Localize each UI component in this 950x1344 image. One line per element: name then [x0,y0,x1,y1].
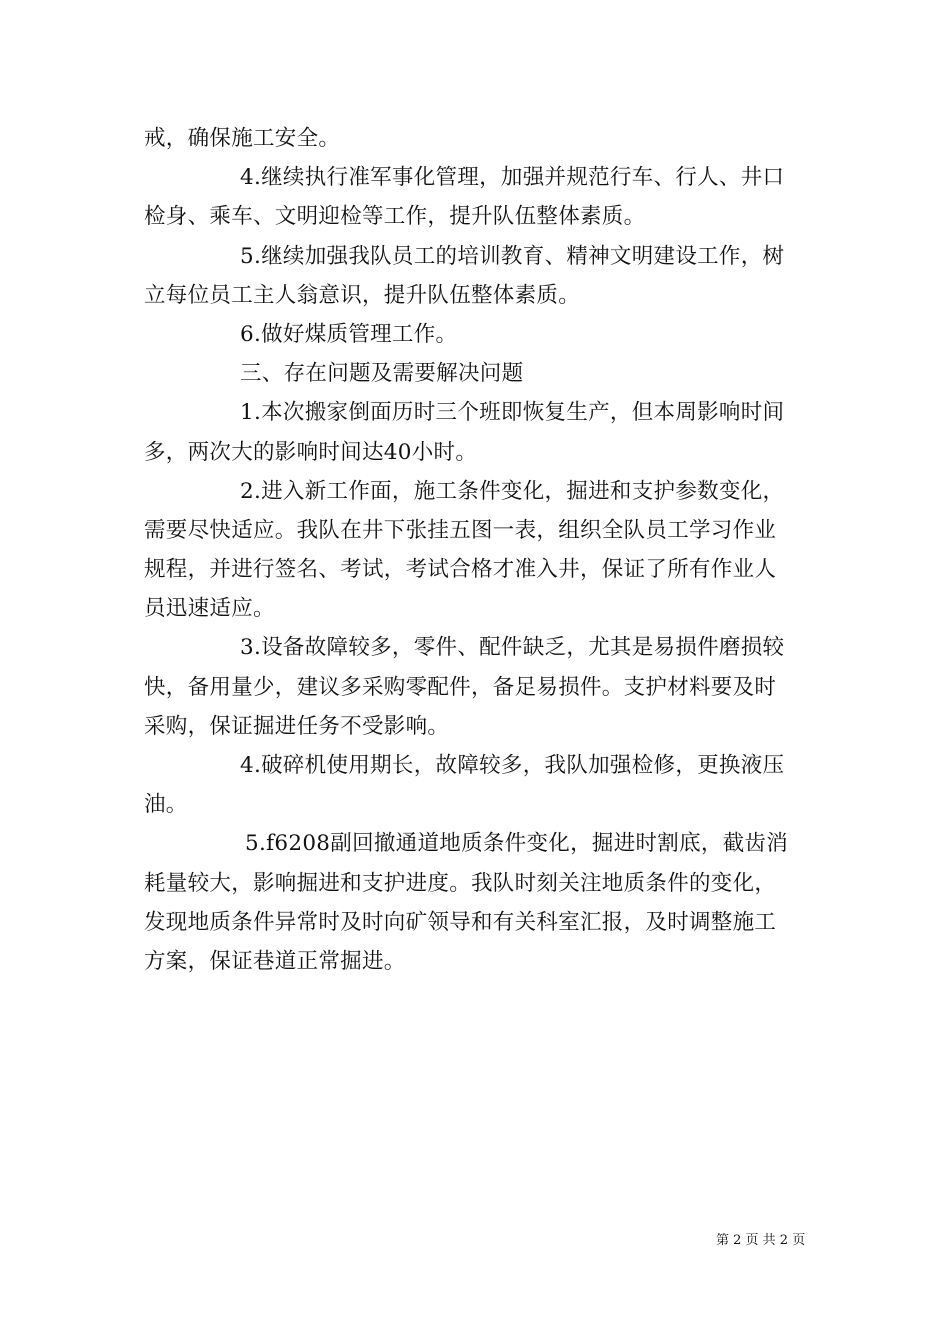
text-line: 采购，保证掘进任务不受影响。 [144,713,450,739]
text-line: 员迅速适应。 [144,596,275,622]
list-item-line: 3.设备故障较多，零件、配件缺乏，尤其是易损件磨损较 [240,635,785,661]
text-line: 戒，确保施工安全。 [144,126,341,151]
text-line: 发现地质条件异常时及时向矿领导和有关科室汇报，及时调整施工 [144,909,777,935]
list-item-line: 2.进入新工作面，施工条件变化，掘进和支护参数变化， [240,478,785,504]
text-line: 方案，保证巷道正常掘进。 [144,948,406,974]
text-line: 需要尽快适应。我队在井下张挂五图一表，组织全队员工学习作业 [144,517,777,543]
text-line: 耗量较大，影响掘进和支护进度。我队时刻关注地质条件的变化， [144,870,777,896]
text-line: 快，备用量少，建议多采购零配件，备足易损件。支护材料要及时 [144,674,777,700]
list-item-line: 1.本次搬家倒面历时三个班即恢复生产，但本周影响时间 [240,400,785,426]
list-item-line: 4.破碎机使用期长，故障较多，我队加强检修，更换液压 [240,753,785,778]
list-item-line: 6.做好煤质管理工作。 [240,321,458,347]
page-number: 第 2 页 共 2 页 [716,1233,806,1248]
text-line: 油。 [144,792,188,818]
text-line: 多，两次大的影响时间达40小时。 [144,439,478,465]
list-item-line: 4.继续执行准军事化管理，加强并规范行车、行人、井口 [240,165,785,191]
text-line: 立每位员工主人翁意识，提升队伍整体素质。 [144,282,581,308]
document-body [144,119,806,981]
text-line: 检身、乘车、文明迎检等工作，提升队伍整体素质。 [144,204,646,230]
list-item-line: 5.继续加强我队员工的培训教育、精神文明建设工作，树 [240,243,785,269]
list-item-line: 5.f6208副回撤通道地质条件变化，掘进时割底，截齿消 [245,831,789,857]
text-line: 规程，并进行签名、考试，考试合格才准入井，保证了所有作业人 [144,557,777,583]
section-heading: 三、存在问题及需要解决问题 [240,361,524,387]
